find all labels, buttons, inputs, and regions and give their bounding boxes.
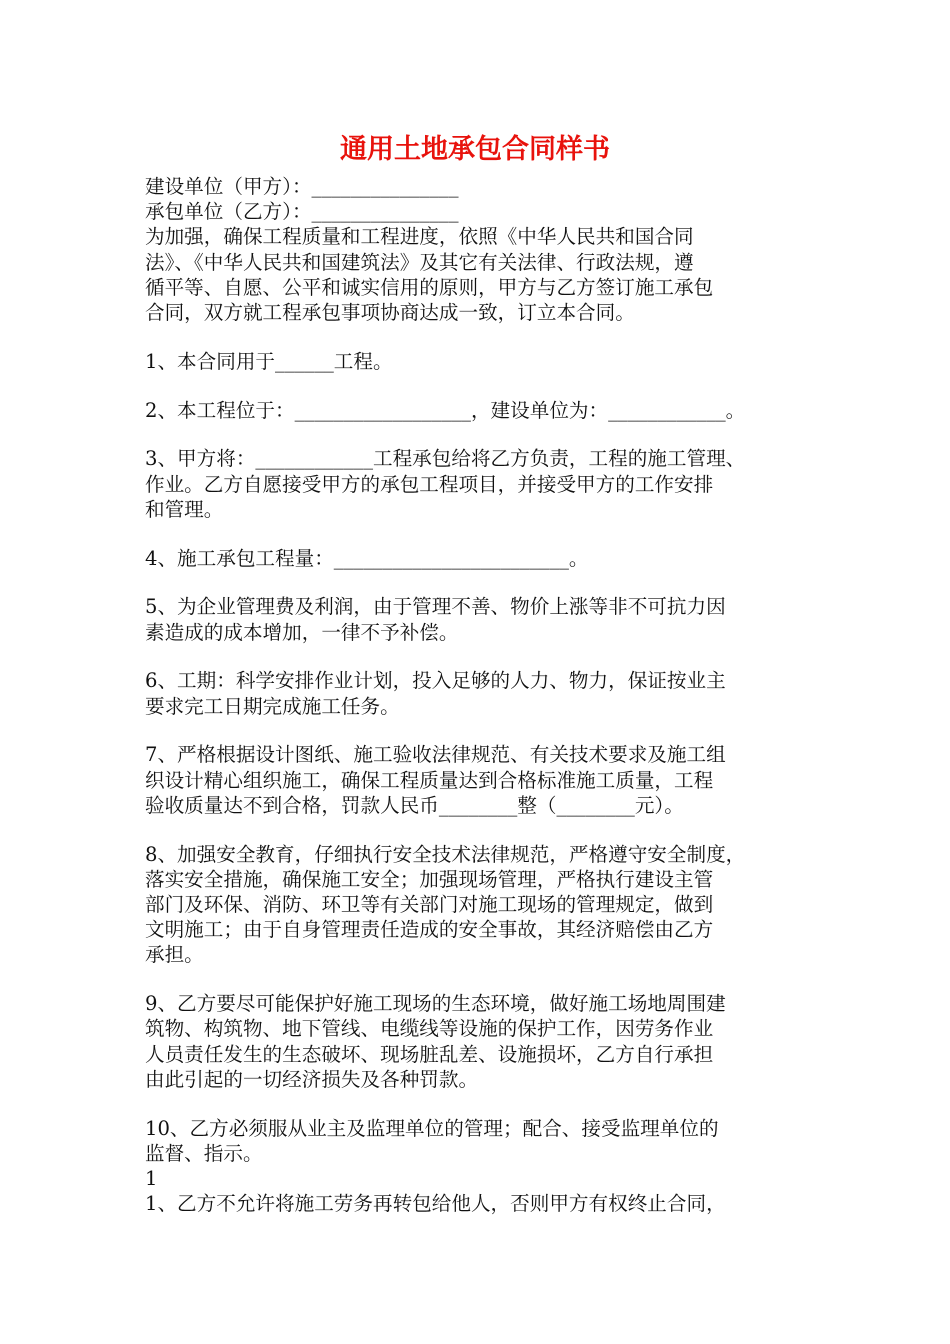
clause-paragraph: [145, 398, 815, 423]
clause-line: 6、工期：科学安排作业计划，投入足够的人力、物力，保证按业主: [145, 669, 726, 693]
clause-line: 9、乙方要尽可能保护好施工现场的生态环境，做好施工场地周围建: [145, 992, 726, 1016]
paragraph-spacer: [145, 719, 815, 743]
clause-line: 承担。: [145, 943, 204, 967]
clause-line: 部门及环保、消防、环卫等有关部门对施工现场的管理规定，做到: [145, 893, 714, 917]
party-b-line: 承包单位（乙方）：_______________: [145, 200, 459, 224]
paragraph-spacer: [145, 325, 815, 349]
preamble-line: 合同，双方就工程承包事项协商达成一致，订立本合同。: [145, 301, 635, 325]
party-a-line: 建设单位（甲方）：_______________: [145, 175, 459, 198]
clause-line: 和管理。: [145, 497, 224, 521]
paragraph-spacer: [145, 1092, 815, 1116]
document-title: 通用土地承包合同样书: [340, 134, 610, 165]
clause-line: 素造成的成本增加，一律不予补偿。: [145, 620, 459, 644]
paragraph-spacer: [145, 645, 815, 669]
clause-paragraph: [145, 349, 815, 374]
preamble-line: 为加强，确保工程质量和工程进度，依照《中华人民共和国合同: [145, 225, 694, 249]
clause-line: 7、严格根据设计图纸、施工验收法律规范、有关技术要求及施工组: [145, 743, 726, 767]
clause-paragraph: [145, 742, 815, 818]
clause-line: 2、本工程位于：__________________，建设单位为：____________。: [145, 398, 746, 422]
clause-line: 1: [145, 1167, 158, 1191]
paragraph-spacer: [145, 968, 815, 992]
clause-paragraph: [145, 842, 815, 968]
preamble-paragraph: [145, 224, 815, 325]
clause-line: 8、加强安全教育，仔细执行安全技术法律规范，严格遵守安全制度，: [145, 842, 746, 866]
clause-line: 落实安全措施，确保施工安全；加强现场管理，严格执行建设主管: [145, 867, 714, 891]
clause-paragraph: [145, 446, 815, 522]
paragraph-spacer: [145, 374, 815, 398]
paragraph-spacer: [145, 571, 815, 595]
clause-line: 作业。乙方自愿接受甲方的承包工程项目，并接受甲方的工作安排: [145, 472, 714, 496]
clause-line: 3、甲方将：____________工程承包给将乙方负责，工程的施工管理、: [145, 447, 746, 471]
clause-line: 人员责任发生的生态破坏、现场脏乱差、设施损坏，乙方自行承担: [145, 1042, 714, 1066]
clause-line: 1、乙方不允许将施工劳务再转包给他人，否则甲方有权终止合同，: [145, 1192, 726, 1216]
preamble-line: 法》、《中华人民共和国建筑法》及其它有关法律、行政法规，遵: [145, 250, 694, 274]
clause-paragraph: [145, 594, 815, 644]
clause-line: 监督、指示。: [145, 1141, 263, 1165]
document-body: [145, 174, 815, 1216]
clause-line: 由此引起的一切经济损失及各种罚款。: [145, 1067, 479, 1091]
clause-line: 1、本合同用于______工程。: [145, 349, 393, 373]
clause-line: 织设计精心组织施工，确保工程质量达到合格标准施工质量，工程: [145, 768, 714, 792]
paragraph-spacer: [145, 818, 815, 842]
clause-list: [145, 325, 815, 1216]
clause-line: 要求完工日期完成施工任务。: [145, 694, 400, 718]
paragraph-spacer: [145, 423, 815, 447]
preamble-line: 循平等、自愿、公平和诚实信用的原则，甲方与乙方签订施工承包: [145, 275, 714, 299]
clause-paragraph: [145, 1116, 815, 1217]
clause-paragraph: [145, 991, 815, 1092]
clause-line: 10、乙方必须服从业主及监理单位的管理；配合、接受监理单位的: [145, 1116, 719, 1140]
clause-line: 验收质量达不到合格，罚款人民币________整（________元）。: [145, 793, 684, 817]
paragraph-spacer: [145, 522, 815, 546]
clause-line: 筑物、构筑物、地下管线、电缆线等设施的保护工作，因劳务作业: [145, 1017, 714, 1041]
clause-paragraph: [145, 546, 815, 571]
clause-paragraph: [145, 668, 815, 718]
clause-line: 文明施工；由于自身管理责任造成的安全事故，其经济赔偿由乙方: [145, 918, 714, 942]
clause-line: 4、施工承包工程量：________________________。: [145, 546, 589, 570]
clause-line: 5、为企业管理费及利润，由于管理不善、物价上涨等非不可抗力因: [145, 595, 726, 619]
